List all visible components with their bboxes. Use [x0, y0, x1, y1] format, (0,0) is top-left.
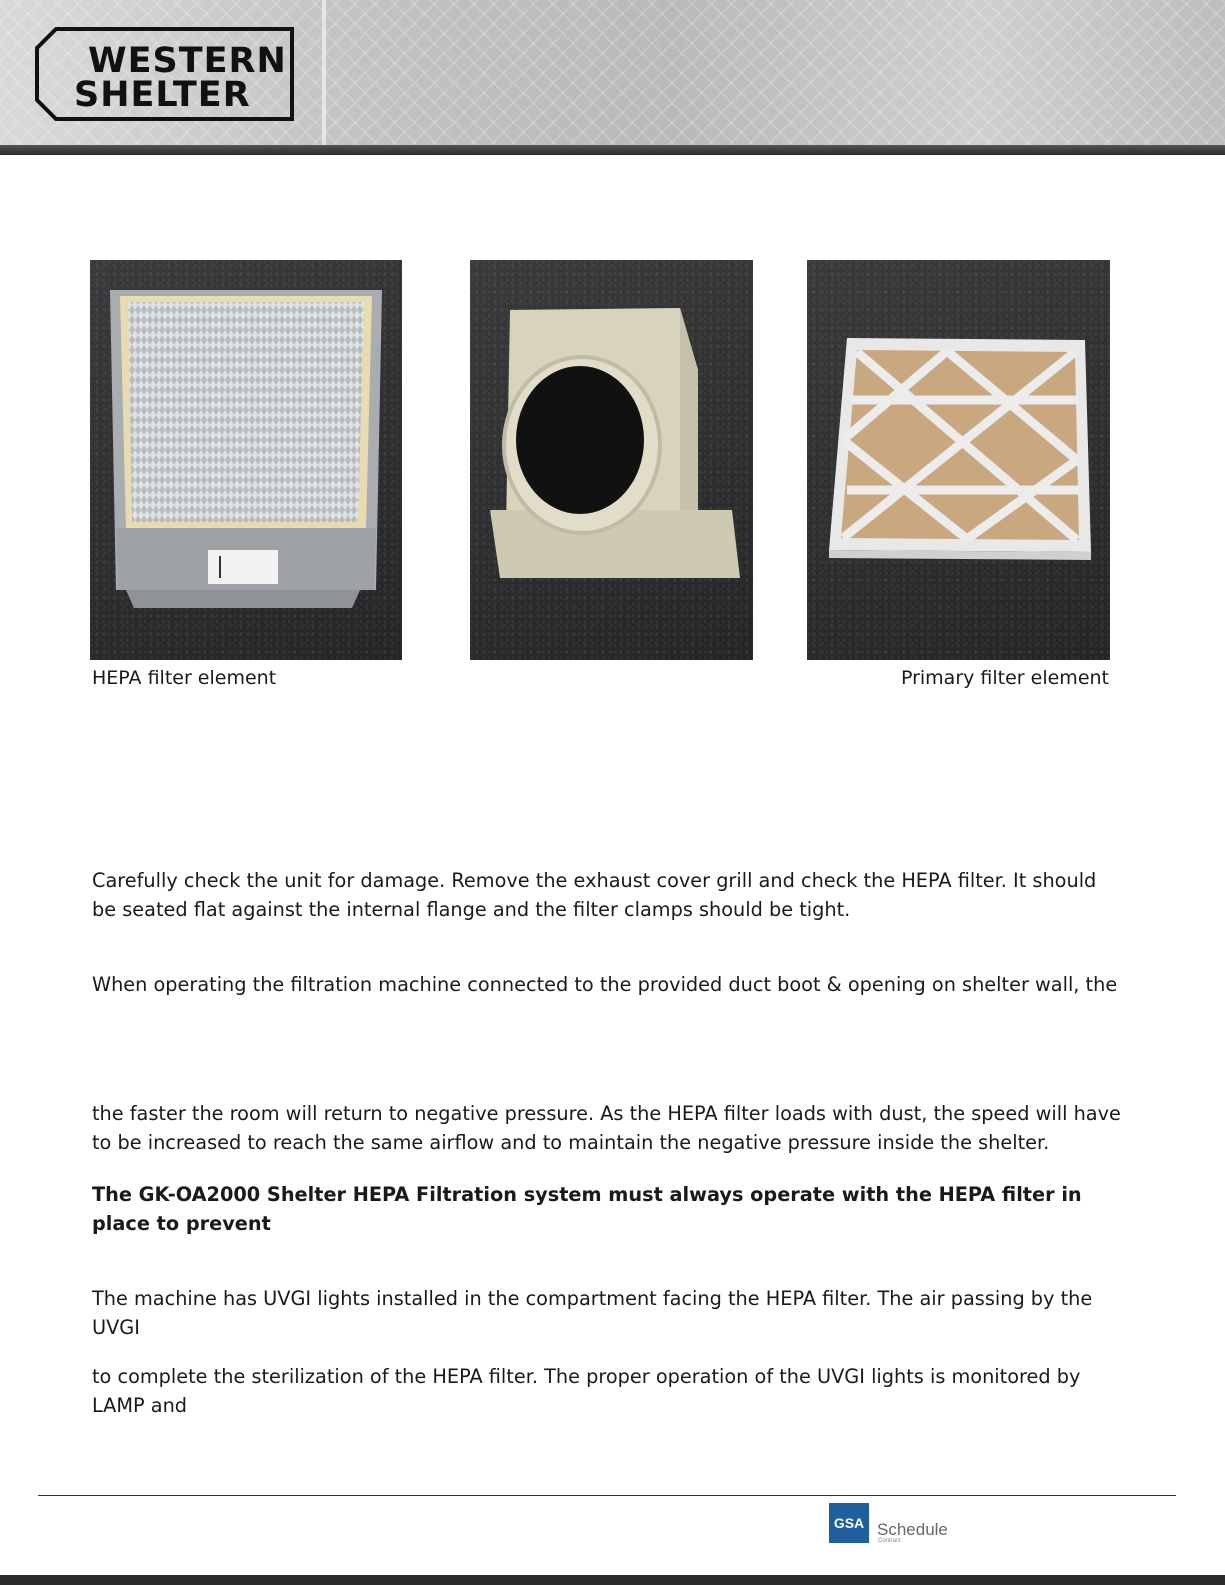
gsa-contract-text: Contract	[878, 1538, 901, 1544]
primary-filter-caption: Primary filter element	[900, 667, 1109, 689]
duct-boot-image	[470, 260, 753, 660]
logo-text-shelter: SHELTER	[74, 75, 251, 115]
header-separator	[322, 0, 326, 145]
western-shelter-logo	[34, 26, 296, 122]
paragraph-uvgi-monitor: to complete the sterilization of the HEPA filter. The proper operation of the UVGI lights is monitored by LAMP and	[92, 1365, 1081, 1417]
gsa-logo-badge: GSA	[829, 1503, 869, 1543]
footer-divider	[38, 1495, 1176, 1496]
primary-filter-photo	[807, 260, 1110, 660]
header-bottom-bar	[0, 145, 1225, 155]
header-banner	[0, 0, 1225, 145]
primary-filter-image	[807, 260, 1110, 660]
duct-boot-photo	[470, 260, 753, 660]
hepa-filter-caption: HEPA filter element	[92, 667, 277, 689]
paragraph-duct-boot: When operating the filtration machine connected to the provided duct boot & opening on shelter wall, the	[92, 973, 1118, 996]
gsa-schedule-text: Schedule	[877, 1520, 948, 1539]
paragraph-uvgi-lights: The machine has UVGI lights installed in the compartment facing the HEPA filter. The air passing by the UVGI	[92, 1287, 1093, 1339]
paragraph-check-unit: Carefully check the unit for damage. Remove the exhaust cover grill and check the HEPA filter. It should be seated flat against the internal flange and the filter clamps should be tight.	[92, 869, 1097, 921]
footer-bottom-bar	[0, 1575, 1225, 1585]
paragraph-hepa-warning: The GK-OA2000 Shelter HEPA Filtration system must always operate with the HEPA filter in place to prevent	[92, 1183, 1082, 1235]
hepa-filter-photo	[90, 260, 402, 660]
paragraph-negative-pressure: the faster the room will return to negative pressure. As the HEPA filter loads with dust, the speed will have to be increased to reach the same airflow and to maintain the negative pressure inside the shelter.	[92, 1102, 1121, 1154]
hepa-filter-image	[90, 260, 402, 660]
logo-text-western: WESTERN	[88, 41, 287, 81]
